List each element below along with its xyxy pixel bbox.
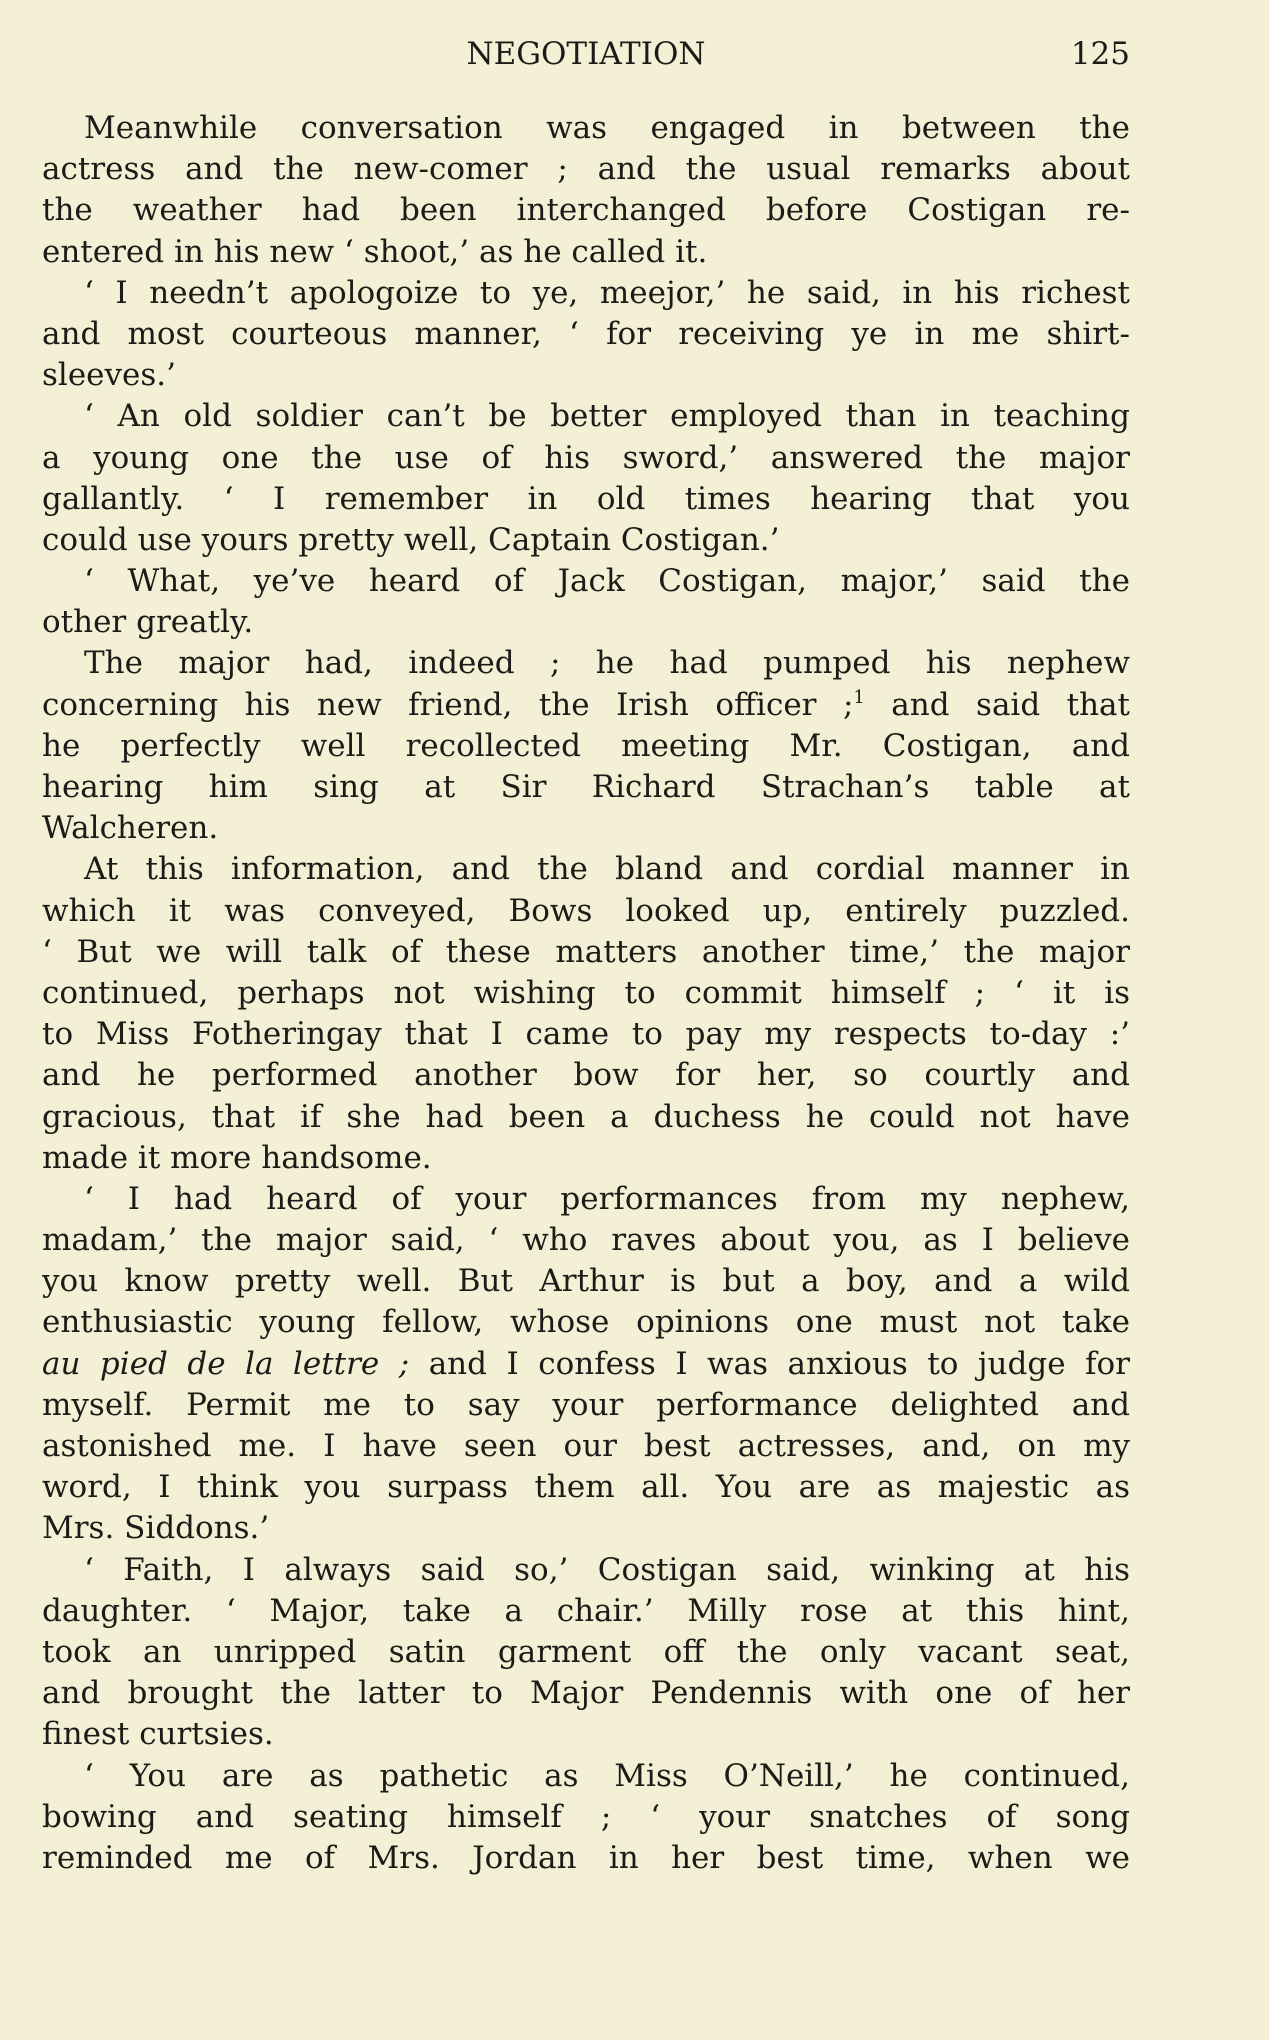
text-line: actress and the new-comer ; and the usual remarks about: [42, 151, 1130, 188]
text-line: ‘ You are as pathetic as Miss O’Neill,’ he continued,: [84, 1757, 1130, 1794]
text-line: and most courteous manner, ‘ for receiving ye in me shirt-: [42, 315, 1130, 352]
text-line: to Miss Fotheringay that I came to pay my respects to-day :’: [42, 1016, 1130, 1053]
text-line: ‘ An old soldier can’t be better employed than in teaching: [84, 398, 1130, 435]
text-line: sleeves.’: [42, 357, 176, 394]
body-text: [42, 108, 1130, 1879]
text-line: finest curtsies.: [42, 1716, 274, 1753]
text-line: hearing him sing at Sir Richard Strachan’s table at: [42, 769, 1130, 805]
page-number: 125: [1070, 36, 1130, 72]
text-line: gracious, that if she had been a duchess he could not have: [42, 1098, 1130, 1135]
text-line: took an unripped satin garment off the only vacant seat,: [42, 1633, 1130, 1670]
text-line: Meanwhile conversation was engaged in between the: [84, 110, 1130, 146]
text-line: enthusiastic young fellow, whose opinions one must not take: [42, 1304, 1130, 1341]
text-line: daughter. ‘ Major, take a chair.’ Milly rose at this hint,: [42, 1592, 1130, 1629]
text-line: [42, 1344, 1130, 1385]
text-line: continued, perhaps not wishing to commit himself ; ‘ it is: [42, 974, 1130, 1011]
text-line: made it more handsome.: [42, 1139, 432, 1176]
text-line: ‘ But we will talk of these matters another time,’ the major: [42, 933, 1130, 970]
text-line: ‘ What, ye’ve heard of Jack Costigan, major,’ said the: [84, 563, 1130, 600]
text-line: [42, 685, 1130, 726]
text-line: you know pretty well. But Arthur is but a boy, and a wild: [42, 1263, 1130, 1300]
text-line: and he performed another bow for her, so courtly and: [42, 1057, 1130, 1094]
text-line: other greatly.: [42, 604, 254, 641]
text-line: astonished me. I have seen our best actresses, and, on my: [42, 1428, 1130, 1464]
running-title: NEGOTIATION: [466, 36, 706, 72]
text-line: the weather had been interchanged before Costigan re-: [42, 192, 1130, 229]
text-line: he perfectly well recollected meeting Mr. Costigan, and: [42, 727, 1130, 764]
text-line: reminded me of Mrs. Jordan in her best time, when we: [42, 1839, 1130, 1876]
text-line: a young one the use of his sword,’ answered the major: [42, 439, 1130, 476]
page-header: [42, 30, 1130, 80]
text-line: Walcheren.: [42, 810, 219, 847]
text-segment: concerning his new friend, the Irish officer ;: [42, 686, 854, 723]
text-line: which it was conveyed, Bows looked up, entirely puzzled.: [42, 892, 1130, 929]
text-line: ‘ Faith, I always said so,’ Costigan said, winking at his: [84, 1551, 1130, 1588]
text-line: myself. Permit me to say your performance delighted and: [42, 1386, 1130, 1423]
text-line: The major had, indeed ; he had pumped his nephew: [84, 645, 1130, 682]
text-line: word, I think you surpass them all. You are as majestic as: [42, 1469, 1130, 1506]
text-line: entered in his new ‘ shoot,’ as he called it.: [42, 233, 708, 270]
text-line: Mrs. Siddons.’: [42, 1510, 270, 1547]
text-line: and brought the latter to Major Pendennis with one of her: [42, 1675, 1130, 1712]
footnote-reference: 1: [853, 686, 865, 708]
text-line: madam,’ the major said, ‘ who raves about you, as I believe: [42, 1222, 1130, 1259]
text-line: ‘ I needn’t apologoize to ye, meejor,’ he said, in his richest: [84, 274, 1130, 311]
text-line: ‘ I had heard of your performances from my nephew,: [84, 1180, 1130, 1217]
text-line: bowing and seating himself ; ‘ your snatches of song: [42, 1798, 1130, 1835]
italic-phrase: au pied de la lettre ;: [42, 1345, 410, 1382]
text-line: gallantly. ‘ I remember in old times hearing that you: [42, 480, 1130, 517]
text-segment: and I confess I was anxious to judge for: [409, 1345, 1130, 1382]
text-segment: and said that: [864, 686, 1130, 723]
text-line: could use yours pretty well, Captain Costigan.’: [42, 521, 780, 558]
text-line: At this information, and the bland and cordial manner in: [84, 851, 1130, 888]
